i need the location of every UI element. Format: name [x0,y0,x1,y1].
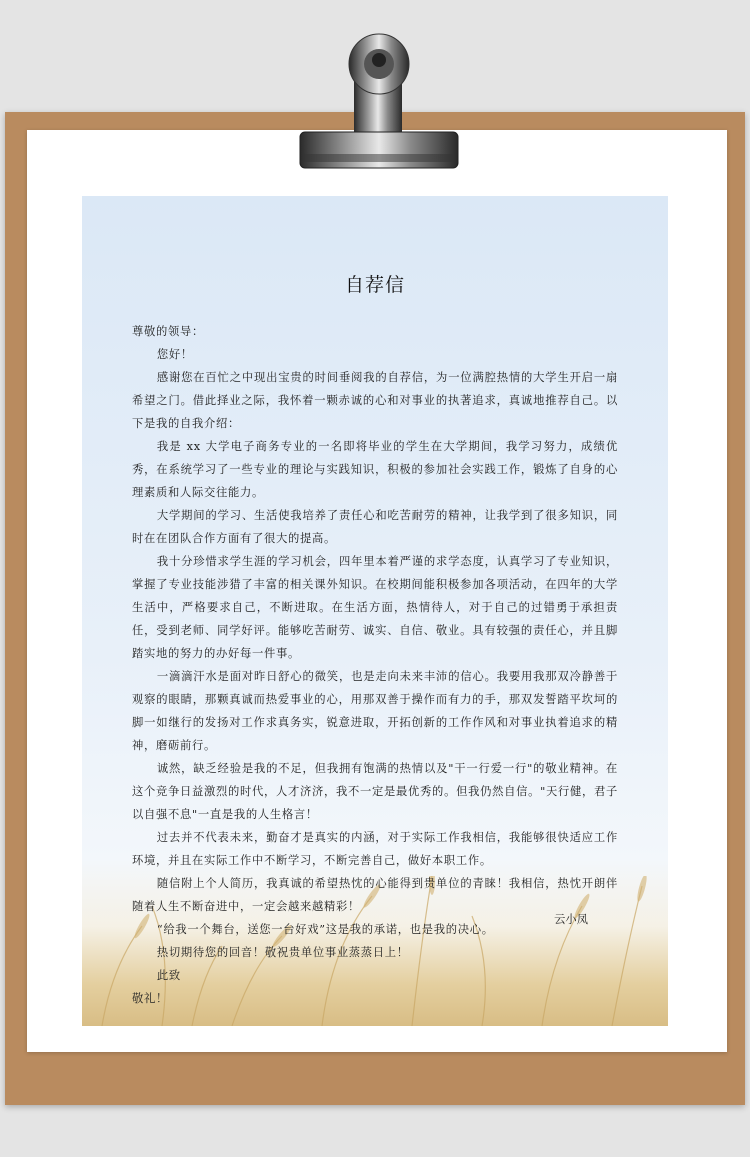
greeting: 您好！ [156,348,193,361]
regards: 敬礼！ [132,992,168,1005]
paragraph: 一滴滴汗水是面对昨日舒心的微笑，也是走向未来丰沛的信心。我要用我那双冷静善于观察的眼睛，那颗真诚而热爱事业的心，用那双善于操作而有力的手，那双发誓踏平坎坷的脚一如继行的发扬对工作求真务实，锐意进取，开拓创新的工作作风和对事业执着追求的精神，磨砺前行。 [132,670,618,752]
letter-document [82,196,668,1026]
paragraph: “给我一个舞台，送您一台好戏”这是我的承诺，也是我的决心。 [156,923,494,936]
paragraph: 我十分珍惜求学生涯的学习机会，四年里本着严谨的求学态度，认真学习了专业知识，掌握了专业技能涉猎了丰富的相关课外知识。在校期间能积极参加各项活动，在四年的大学生活中，严格要求自己，不断进取。在生活方面，热情待人，对于自己的过错勇于承担责任，受到老师、同学好评。能够吃苦耐劳、诚实、自信、敬业。具有较强的责任心，并且脚踏实地的努力的办好每一件事。 [132,555,618,660]
letter-body [132,320,618,1010]
paragraph: 我是 xx 大学电子商务专业的一名即将毕业的学生在大学期间，我学习努力，成绩优秀，在系统学习了一些专业的理论与实践知识，积极的参加社会实践工作，锻炼了自身的心理素质和人际交往能力。 [132,440,618,499]
closing: 此致 [156,969,181,982]
letter-title: 自荐信 [344,274,405,296]
paragraph: 感谢您在百忙之中现出宝贵的时间垂阅我的自荐信，为一位满腔热情的大学生开启一扇希望之门。借此择业之际，我怀着一颗赤诚的心和对事业的执著追求，真诚地推荐自己。以下是我的自我介绍： [132,371,618,430]
paragraph: 大学期间的学习、生活使我培养了责任心和吃苦耐劳的精神，让我学到了很多知识，同时在在团队合作方面有了很大的提高。 [132,509,618,545]
signature: 云小凤 [554,913,588,926]
salutation: 尊敬的领导： [132,325,204,338]
binder-clip-icon [298,24,460,172]
paragraph: 随信附上个人简历，我真诚的希望热忱的心能得到贵单位的青睐！我相信，热忱开朗伴随着人生不断奋进中，一定会越来越精彩！ [132,877,618,913]
paragraph: 热切期待您的回音！敬祝贵单位事业蒸蒸日上！ [156,946,409,959]
paragraph: 诚然，缺乏经验是我的不足，但我拥有饱满的热情以及"干一行爱一行"的敬业精神。在这个竞争日益激烈的时代，人才济济，我不一定是最优秀的。但我仍然自信。"天行健，君子以自强不息"一直是我的人生格言！ [132,762,618,821]
paragraph: 过去并不代表未来，勤奋才是真实的内涵，对于实际工作我相信，我能够很快适应工作环境，并且在实际工作中不断学习，不断完善自己，做好本职工作。 [132,831,618,867]
